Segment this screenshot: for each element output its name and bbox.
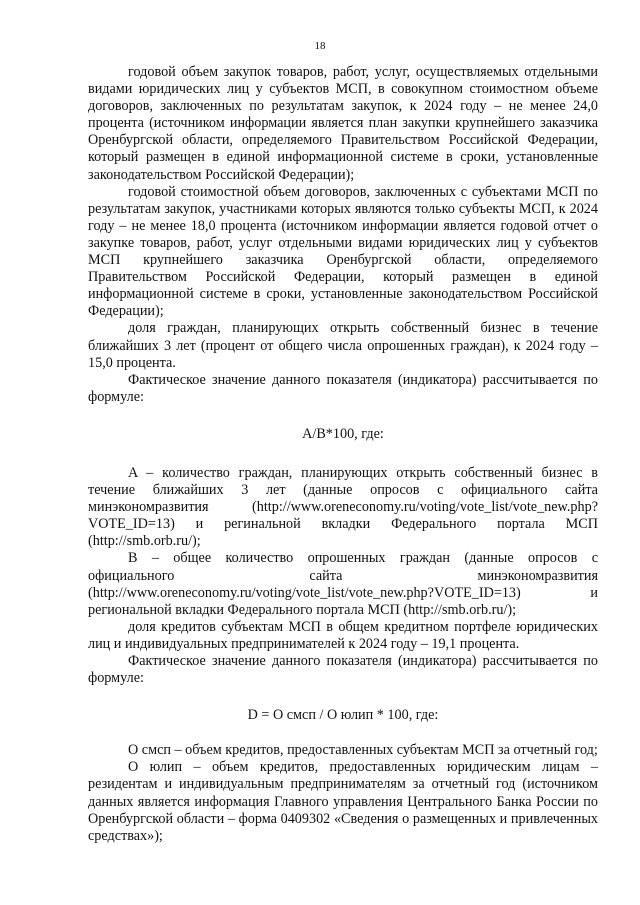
paragraph-definition-b: B – общее количество опрошенных граждан (данные опросов с официального сайта минэкономразвития (http://www.oreneconomy.ru/voting/vote_list/vote_new.php?VOTE_ID=13) и региональной вкладки Федерального портала МСП (http://smb.orb.ru/);: [88, 550, 598, 618]
paragraph-formula-intro-1: Фактическое значение данного показателя (индикатора) рассчитывается по формуле:: [88, 371, 598, 405]
paragraph-contract-value: годовой стоимостной объем договоров, заключенных с субъектами МСП по результатам закупок, участниками которых являются только субъекты МСП, к 2024 году – не менее 18,0 процента (источником информации является годовой отчет о закупке товаров, работ, услуг отдельными видами юридических лиц у субъектов МСП крупнейшего заказчика Оренбургской области, определяемого Правительством Российской Федерации, который размещен в единой информационной системе в сроки, установленные законодательством Российской Федерации);: [88, 183, 598, 320]
paragraph-definition-oyulip: O юлип – объем кредитов, предоставленных юридическим лицам – резидентам и индивидуальным предпринимателям за отчетный год (источником данных является информация Главного управления Центрального Банка России по Оренбургской области – форма 0409302 «Сведения о размещенных и привлеченных средствах»);: [88, 759, 598, 844]
page-number: 18: [314, 40, 326, 52]
paragraph-formula-intro-2: Фактическое значение данного показателя (индикатора) рассчитывается по формуле:: [88, 653, 598, 687]
paragraph-definition-a: A – количество граждан, планирующих открыть собственный бизнес в течение ближайших 3 лет (данные опросов с официального сайта минэкономразвития (http://www.oreneconomy.ru/voting/vote_list/vote_new.php?VOTE_ID=13) и регинальной вкладки Федерального портала МСП (http://smb.orb.ru/);: [88, 464, 598, 550]
page-body: [88, 64, 598, 845]
spacer: [88, 406, 598, 426]
spacer: [88, 724, 598, 742]
paragraph-credit-share: доля кредитов субъектам МСП в общем кредитном портфеле юридических лиц и индивидуальных предпринимателей к 2024 году – 19,1 процента.: [88, 618, 598, 652]
formula-a-b: A/B*100, где:: [302, 425, 384, 442]
paragraph-definition-osmsp: O смсп – объем кредитов, предоставленных субъектам МСП за отчетный год;: [128, 742, 598, 759]
spacer: [88, 687, 598, 707]
paragraph-business-plans-share: доля граждан, планирующих открыть собственный бизнес в течение ближайших 3 лет (процент от общего числа опрошенных граждан), к 2024 году – 15,0 процента.: [88, 320, 598, 371]
paragraph-procurement-volume: годовой объем закупок товаров, работ, услуг, осуществляемых отдельными видами юридических лиц у субъектов МСП, в совокупном стоимостном объеме договоров, заключенных по результатам закупок, к 2024 году – не менее 24,0 процента (источником информации является план закупки крупнейшего заказчика Оренбургской области, определяемого Правительством Российской Федерации, который размещен в единой информационной системе в сроки, установленные законодательством Российской Федерации);: [88, 64, 598, 183]
spacer: [88, 443, 598, 465]
formula-d: D = O смсп / O юлип * 100, где:: [247, 707, 439, 724]
